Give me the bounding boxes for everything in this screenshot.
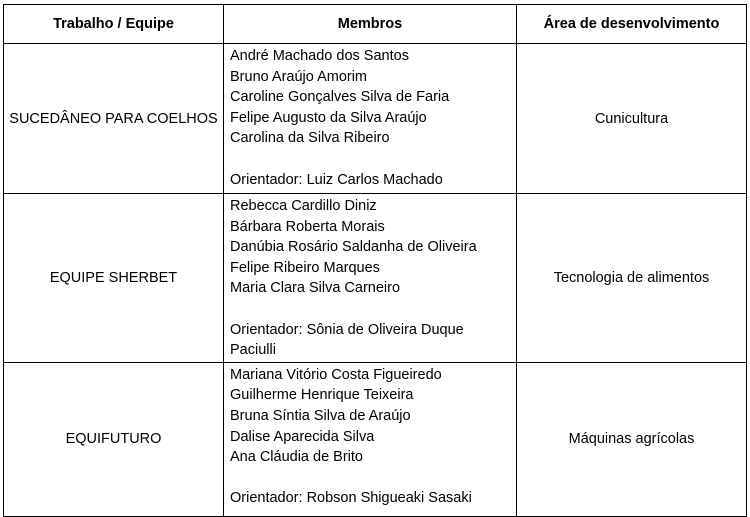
member-name: Bruno Araújo Amorim — [230, 68, 368, 85]
member-name: Carolina da Silva Ribeiro — [230, 130, 390, 147]
member-name: Mariana Vitório Costa Figueiredo — [230, 366, 442, 383]
member-name: Bárbara Roberta Morais — [230, 218, 385, 235]
member-name: Bruna Síntia Silva de Araújo — [230, 407, 411, 424]
member-name: Rebecca Cardillo Diniz — [230, 198, 377, 214]
advisor-name: Orientador: Sônia de Oliveira Duque Paciulli — [230, 321, 464, 359]
header-members: Membros — [224, 5, 517, 44]
member-name: André Machado dos Santos — [230, 48, 409, 64]
team-name: EQUIPE SHERBET — [4, 194, 224, 363]
members-cell — [224, 44, 517, 194]
member-name: Maria Clara Silva Carneiro — [230, 280, 401, 297]
table-row — [4, 44, 747, 194]
members-cell — [224, 194, 517, 363]
members-cell — [224, 362, 517, 516]
member-name: Danúbia Rosário Saldanha de Oliveira — [230, 239, 477, 256]
member-name: Felipe Ribeiro Marques — [230, 259, 380, 276]
development-area: Cunicultura — [517, 44, 747, 194]
development-area: Máquinas agrícolas — [517, 362, 747, 516]
member-name: Felipe Augusto da Silva Araújo — [230, 109, 427, 126]
header-row — [4, 5, 747, 44]
table-row — [4, 362, 747, 516]
line-spacer — [230, 468, 512, 489]
team-name: EQUIFUTURO — [4, 362, 224, 516]
table-row — [4, 194, 747, 363]
member-name: Dalise Aparecida Silva — [230, 428, 375, 445]
advisor-name: Orientador: Luiz Carlos Machado — [230, 171, 443, 188]
line-spacer — [230, 299, 512, 320]
header-work-team: Trabalho / Equipe — [4, 5, 224, 44]
team-name: SUCEDÂNEO PARA COELHOS — [4, 44, 224, 194]
development-area: Tecnologia de alimentos — [517, 194, 747, 363]
member-name: Guilherme Henrique Teixeira — [230, 387, 414, 404]
member-name: Caroline Gonçalves Silva de Faria — [230, 89, 450, 106]
header-area: Área de desenvolvimento — [517, 5, 747, 44]
member-name: Ana Cláudia de Brito — [230, 449, 363, 466]
teams-table — [3, 4, 747, 517]
advisor-name: Orientador: Robson Shigueaki Sasaki — [230, 490, 472, 507]
line-spacer — [230, 149, 512, 170]
